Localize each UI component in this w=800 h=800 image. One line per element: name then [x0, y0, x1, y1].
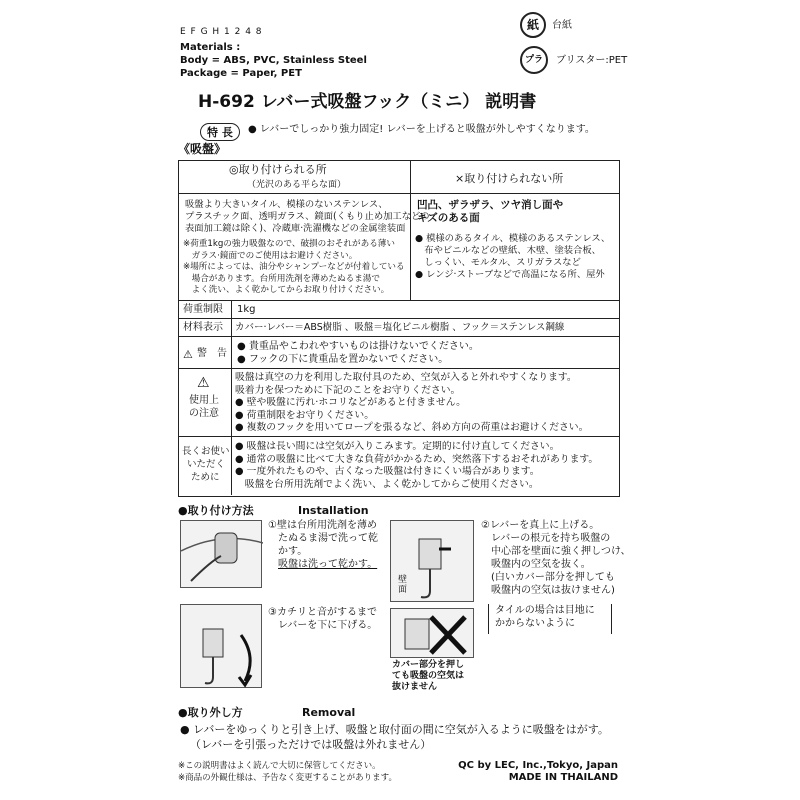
- cover-note-line: ても吸盤の空気は: [392, 671, 465, 681]
- not-attachable-line: しっくい、モルタル、スリガラスなど: [415, 257, 581, 268]
- longuse-label: ために: [191, 472, 220, 483]
- not-attachable-bold-line: 凹凸、ザラザラ、ツヤ消し面や: [417, 199, 564, 211]
- caution-label: 使用上: [189, 395, 219, 406]
- step2-line: 吸盤内の空気は抜けません): [491, 585, 615, 596]
- caution-label: の注意: [189, 408, 219, 419]
- attachable-notes: [183, 239, 405, 297]
- spec-row-load: [179, 301, 619, 319]
- warning-lines: [237, 340, 479, 366]
- attachable-note: ※場所によっては、油分やシャンプーなどが付着している: [183, 262, 405, 272]
- removal-heading: ●取り外し方: [178, 706, 243, 719]
- lever-down-illustration: [180, 604, 262, 688]
- not-attachable-lines: [415, 233, 610, 281]
- spec-value: 1kg: [237, 304, 256, 315]
- install-heading-en: Installation: [298, 504, 369, 517]
- warning-triangle-icon: ⚠: [183, 348, 193, 361]
- cover-note: [392, 660, 464, 693]
- section-label: 《吸盤》: [178, 142, 227, 156]
- step1-line: たぬるま湯で洗って乾: [278, 533, 378, 544]
- step1-line: かす。: [278, 546, 308, 557]
- not-attachable-heading: ×取り付けられない所: [455, 172, 564, 185]
- step2-text: [481, 519, 631, 597]
- longuse-line: ● 吸盤は長い間には空気が入りこみます。定期的に付け直してください。: [235, 441, 560, 452]
- longuse-line: ● 通常の吸盤に比べて大きな負荷がかかるため、突然落下するおそれがあります。: [235, 453, 599, 465]
- removal-heading-en: Removal: [302, 706, 356, 719]
- info-table: [178, 160, 620, 497]
- removal-lines: [180, 722, 609, 752]
- attachable-line: 表面加工鏡は除く)、冷蔵庫·洗濯機などの金属塗装面: [185, 223, 406, 234]
- longuse-row: [179, 437, 619, 495]
- materials-package: Package = Paper, PET: [180, 68, 302, 79]
- caution-line: 吸着力を保つために下記のことをお守りください。: [235, 384, 461, 396]
- attachable-note: ガラス·鏡面でのご使用はお避けください。: [183, 250, 358, 261]
- footer-note: ※この説明書はよく読んで大切に保管してください。: [178, 761, 381, 771]
- caution-line: ● 荷重制限をお守りください。: [235, 409, 375, 421]
- step2-line: 中心部を壁面に強く押しつけ、: [491, 546, 631, 557]
- spec-value: カバー·レバー＝ABS樹脂 、吸盤＝塩化ビニル樹脂 、フック＝ステンレス鋼線: [235, 322, 565, 333]
- cross-mark-icon: [391, 609, 475, 659]
- spec-label: 荷重制限: [183, 304, 223, 315]
- footer-company: [452, 760, 618, 784]
- tile-note-line: かからないように: [495, 618, 575, 629]
- recycle-plastic-label: ブリスター:PET: [556, 55, 628, 66]
- wipe-wall-illustration: [180, 520, 262, 588]
- recycle-plastic-icon: プラ: [520, 46, 548, 74]
- page-title: H-692 レバー式吸盤フック（ミニ） 説明書: [198, 92, 537, 112]
- cover-note-line: カバー部分を押し: [392, 660, 465, 670]
- caution-line: ● 壁や吸盤に汚れ·ホコリなどがあると付きません。: [235, 397, 466, 408]
- cover-note-line: 抜けません: [392, 682, 438, 692]
- not-attachable-line: ● 模様のあるタイル、模様のあるステンレス、: [415, 233, 611, 244]
- longuse-label: 長くお使い: [182, 446, 230, 457]
- cover-press-illustration: [390, 608, 474, 658]
- longuse-line: ● 一度外れたものや、古くなった吸盤は付きにくい場合があります。: [235, 466, 540, 477]
- attachable-heading: ◎取り付けられる所: [229, 163, 327, 176]
- step2-line: 吸盤内の空気を抜く。: [491, 559, 591, 570]
- attachable-cell: [179, 161, 430, 301]
- features-text: ● レバーでしっかり強力固定! レバーを上げると吸盤が外しやすくなります。: [248, 124, 595, 135]
- recycle-paper-label: 台紙: [552, 20, 572, 31]
- attachable-subheading: （光沢のある平らな面）: [247, 180, 347, 190]
- product-code: E F G H 1 2 4 8: [180, 27, 263, 37]
- step3-text: [268, 606, 377, 632]
- attachable-lines: [185, 199, 430, 235]
- spec-row-material: [179, 319, 619, 337]
- step3-line: ③カチリと音がするまで: [268, 607, 377, 618]
- spec-label: 材料表示: [183, 322, 223, 333]
- install-heading: ●取り付け方法: [178, 504, 254, 517]
- wall-label: 壁面: [398, 575, 408, 595]
- features-badge: [200, 121, 240, 141]
- step1-note: 吸盤は洗って乾かす。: [278, 559, 378, 570]
- step2-line: レバーの根元を持ち吸盤の: [491, 533, 611, 544]
- removal-line: （レバーを引張っただけでは吸盤は外れません）: [190, 738, 432, 751]
- warning-line: ● 貴重品やこわれやすいものは掛けないでください。: [237, 341, 479, 352]
- not-attachable-cell: [411, 161, 619, 301]
- step2-line: ②レバーを真上に上げる。: [481, 520, 600, 531]
- warning-row: [179, 337, 619, 369]
- not-attachable-bold: [417, 199, 563, 225]
- tile-note-line: タイルの場合は目地に: [495, 605, 595, 616]
- attachable-note: ※荷重1kgの強力吸盤なので、破損のおそれがある薄い: [183, 239, 395, 249]
- lever-down-arrow-icon: [181, 605, 263, 689]
- attachable-line: プラスチック面、透明ガラス、鏡面(くもり止め加工などの: [185, 211, 430, 222]
- not-attachable-bold-line: キズのある面: [417, 212, 480, 224]
- attachable-line: 吸盤より大きいタイル、模様のないステンレス、: [185, 199, 388, 210]
- footer-notes: [178, 760, 397, 784]
- not-attachable-line: 布やビニルなどの壁紙、木壁、塗装合板、: [415, 245, 601, 256]
- caution-line: ● 複数のフックを用いてロープを張るなど、斜め方向の荷重はお避けください。: [235, 422, 589, 433]
- step2-line: (白いカバー部分を押しても: [491, 572, 615, 583]
- made-in: MADE IN THAILAND: [508, 772, 618, 783]
- footer-note: ※商品の外観仕様は、予告なく変更することがあります。: [178, 773, 397, 783]
- attachable-note: 場合があります。台所用洗剤を薄めたぬるま湯で: [183, 273, 380, 284]
- warning-line: ● フックの下に貴重品を置かないでください。: [237, 354, 449, 365]
- step1-line: ①壁は台所用洗剤を薄め: [268, 520, 377, 531]
- removal-line: ● レバーをゆっくりと引き上げ、吸盤と取付面の間に空気が入るように吸盤をはがす。: [180, 723, 609, 736]
- tile-note: [488, 604, 612, 634]
- hand-cloth-icon: [181, 521, 263, 589]
- step3-line: レバーを下に下げる。: [278, 620, 378, 631]
- materials-label: Materials :: [180, 42, 241, 53]
- caution-triangle-icon: ⚠: [197, 375, 210, 391]
- warning-label: 警 告: [197, 348, 227, 359]
- recycle-paper-icon: 紙: [520, 12, 546, 38]
- longuse-line: 吸盤を台所用洗剤でよく洗い、よく乾かしてからご使用ください。: [235, 478, 539, 490]
- not-attachable-line: ● レンジ·ストーブなどで高温になる所、屋外: [415, 269, 605, 280]
- attachable-note: よく洗い、よく乾かしてからお取り付けください。: [183, 285, 390, 295]
- caution-row: [179, 369, 619, 437]
- longuse-lines: [235, 441, 598, 491]
- company-name: QC by LEC, Inc.,Tokyo, Japan: [458, 760, 618, 771]
- materials-body: Body = ABS, PVC, Stainless Steel: [180, 55, 367, 66]
- longuse-label: いただく: [187, 459, 226, 470]
- step1-text: [268, 519, 378, 571]
- features-badge-text: 特 長: [200, 123, 240, 141]
- caution-lines: [235, 372, 588, 435]
- caution-line: 吸盤は真空の力を利用した取付具のため、空気が入ると外れやすくなります。: [235, 372, 577, 383]
